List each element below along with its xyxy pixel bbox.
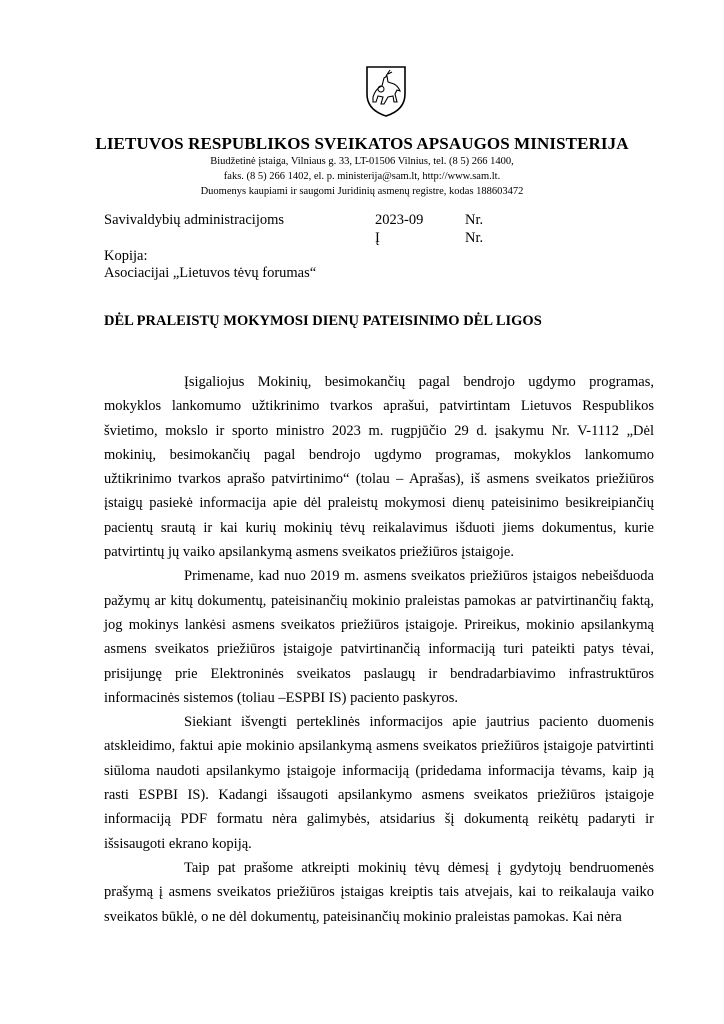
reply-to-prefix: Į — [375, 230, 380, 246]
letter-body — [104, 370, 654, 929]
copy-recipient: Asociacijai „Lietuvos tėvų forumas“ — [104, 265, 317, 281]
ministry-name: LIETUVOS RESPUBLIKOS SVEIKATOS APSAUGOS MINISTERIJA — [95, 134, 629, 153]
paragraph: Taip pat prašome atkreipti mokinių tėvų dėmesį į gydytojų bendruomenės prašymą į asmens sveikatos priežiūros įstaigas kreiptis tais atvejais, kai to reikalauja vaiko sveikatos būklė, o ne dėl dokumentų, pateisinančių mokinio praleistas pamokas. Kai nėra — [104, 859, 654, 925]
letter-number-label: Nr. — [465, 212, 484, 228]
paragraph: Primename, kad nuo 2019 m. asmens sveikatos priežiūros įstaigos nebeišduoda pažymų ar kitų dokumentų, pateisinančių mokinio praleistas pamokas ar patvirtinančių faktą, jog mokinys lankėsi asmens sveikatos priežiūros įstaigoje. Prireikus, mokinio apsilankymą asmens sveikatos priežiūros įstaigoje patvirtinančią informaciją turi pateikti patys tėvai, prisijungę prie Elektroninės sveikatos paslaugų ir bendradarbiavimo infrastruktūros informacinės sistemos (toliau –ESPBI IS) paciento paskyros. — [104, 568, 654, 706]
letterhead-line-1: Biudžetinė įstaiga, Vilniaus g. 33, LT-01506 Vilnius, tel. (8 5) 266 1400, — [210, 156, 514, 167]
letter-date: 2023-09 — [375, 212, 424, 228]
paragraph: Įsigaliojus Mokinių, besimokančių pagal bendrojo ugdymo programas, mokyklos lankomumo užtikrinimo tvarkos aprašui, patvirtintam Lietuvos Respublikos švietimo, mokslo ir sporto ministro 2023 m. rugpjūčio 29 d. įsakymu Nr. V-1112 „Dėl mokinių, besimokančių pagal bendrojo ugdymo programas, mokyklos lankomumo užtikrinimo tvarkos aprašo patvirtinimo“ (tolau – Aprašas), iš asmens sveikatos priežiūros įstaigų pasiekė informacija apie dėl praleistų mokymosi dienų pateisinimo besikreipiančių pacientų srautą ir kai kurių mokinių tėvų reikalavimus išduoti jiems dokumentus, kurie patvirtintų jų vaiko apsilankymą asmens sveikatos priežiūros įstaigoje. — [104, 374, 654, 561]
copy-label: Kopija: — [104, 248, 148, 264]
paragraph: Siekiant išvengti perteklinės informacijos apie jautrius paciento duomenis atskleidimo, faktui apie mokinio apsilankymą asmens sveikatos priežiūros įstaigoje patvirtinti siūloma naudoti apsilankymo įstaigoje informaciją (pridedama informacija tėvams, kaip ją rasti ESPBI IS). Kadangi išsaugoti apsilankymo asmens sveikatos priežiūros įstaigoje informaciją PDF formatu nėra galimybės, atsidarius šį dokumentą reikėtų padaryti ir išsisaugoti ekrano kopiją. — [104, 714, 654, 852]
reply-number-label: Nr. — [465, 230, 484, 246]
addressee-to: Savivaldybių administracijoms — [104, 212, 285, 228]
letterhead-line-3: Duomenys kaupiami ir saugomi Juridinių asmenų registre, kodas 188603472 — [200, 186, 524, 197]
coat-of-arms-icon — [364, 64, 408, 118]
letterhead-line-2: faks. (8 5) 266 1402, el. p. ministerija@sam.lt, http://www.sam.lt. — [223, 171, 501, 182]
letter-title: DĖL PRALEISTŲ MOKYMOSI DIENŲ PATEISINIMO DĖL LIGOS — [104, 313, 542, 329]
